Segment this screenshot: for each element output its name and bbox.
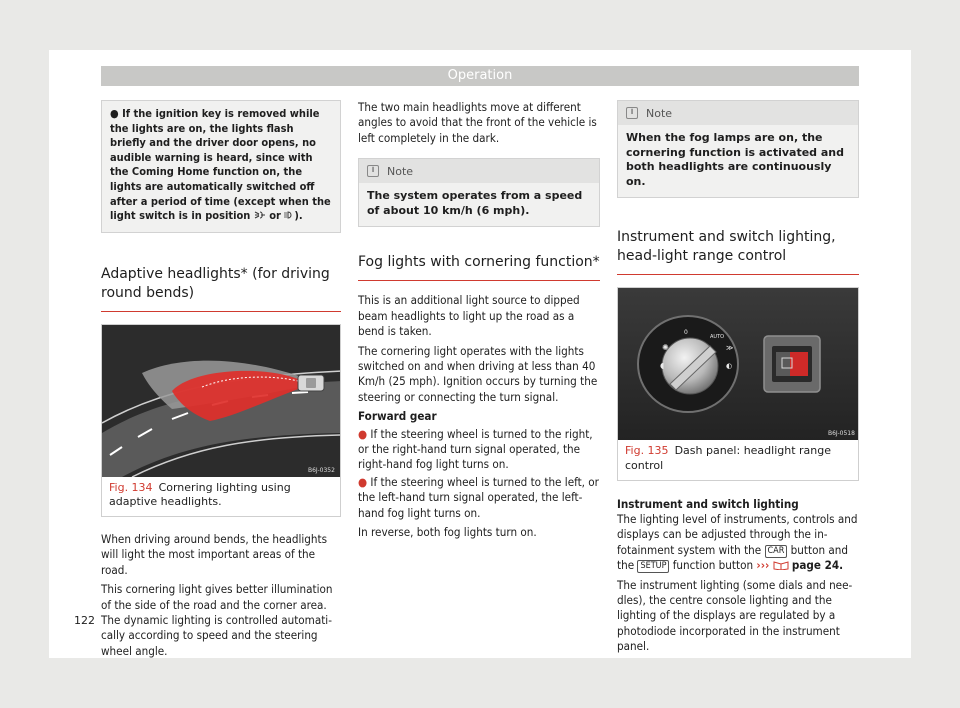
dash-panel-illustration bbox=[618, 288, 858, 440]
page-number: 122 bbox=[74, 614, 95, 627]
cornering-illustration bbox=[102, 325, 340, 477]
paragraph: The instrument lighting (some dials and nee-dles), the centre console lighting and the lighting of the displays are regulated by a photodiode incorporated in the instrument panel. bbox=[617, 577, 853, 654]
setup-key: SETUP bbox=[637, 560, 669, 573]
note-box bbox=[617, 100, 859, 198]
book-icon bbox=[773, 560, 789, 570]
figure-134-code: B6J-0352 bbox=[308, 466, 335, 474]
knob-auto-label: AUTO bbox=[710, 334, 725, 341]
forward-gear-label: Forward gear bbox=[358, 409, 437, 424]
column-1 bbox=[101, 100, 341, 659]
figure-134-caption bbox=[102, 477, 340, 516]
paragraph: This cornering light gives better illumination of the side of the road and the corner area. The dynamic lighting is controlled automati-cally according to speed and the steering wheel angle. bbox=[101, 582, 333, 658]
paragraph: When driving around bends, the headlights will light the most important areas of the road. bbox=[101, 531, 328, 577]
instrument-lighting-label: Instrument and switch lighting bbox=[617, 496, 799, 511]
note-label: Note bbox=[646, 106, 673, 120]
section-title-adaptive: Adaptive headlights* (for driving round bends) bbox=[101, 265, 341, 312]
note-text: When the fog lamps are on, the cornering function is activated and both headlights are continuously on. bbox=[626, 131, 845, 188]
auto-light-icon bbox=[284, 211, 294, 219]
column-3 bbox=[617, 100, 859, 655]
text: button and the bbox=[617, 542, 849, 573]
column-2 bbox=[358, 100, 600, 541]
figure-135-code: B6J-0518 bbox=[828, 430, 855, 438]
figure-135-number: Fig. 135 bbox=[625, 444, 669, 458]
text: function button bbox=[672, 558, 754, 573]
list-item: ● If the steering wheel is turned to the left, or the left-hand turn signal operated, the left-hand fog light turns on. bbox=[358, 474, 599, 520]
note-header bbox=[618, 101, 858, 125]
paragraph-instrument bbox=[617, 512, 859, 574]
page-reference-text: page 24 bbox=[791, 558, 840, 573]
bullet-text: If the steering wheel is turned to the left, or the left-hand turn signal operated, the left-hand fog light turns on. bbox=[358, 474, 599, 520]
info-icon: i bbox=[367, 165, 379, 177]
parking-light-icon: ◐ bbox=[726, 362, 733, 371]
figure-134 bbox=[101, 324, 341, 517]
fog-rear-icon: ◖ bbox=[660, 361, 665, 371]
dipped-beam-label-icon: ≫ bbox=[726, 344, 734, 353]
figure-134-caption-text: Cornering lighting using adaptive headlights. bbox=[109, 480, 291, 509]
note-label: Note bbox=[387, 164, 414, 178]
figure-135 bbox=[617, 287, 859, 480]
paragraph: This is an additional light source to dipped beam headlights to light up the road as a bend is taken. bbox=[358, 293, 580, 339]
info-icon: i bbox=[626, 107, 638, 119]
warning-bullet: ● If the ignition key is removed while the lights are on, the lights flash briefly and the driver door opens, no audible warning is heard, since with the Coming Home function on, the lights are automatically switched off after a period of time (except when the light switch is in position or ). bbox=[110, 107, 331, 223]
note-text: The system operates from a speed of about 10 km/h (6 mph). bbox=[367, 189, 583, 217]
note-header bbox=[359, 159, 599, 183]
text: The lighting level of instruments, controls and displays can be adjusted through the in-fotainment system with the bbox=[617, 511, 858, 557]
figure-134-number: Fig. 134 bbox=[109, 480, 153, 494]
section-title-fog: Fog lights with cornering function* bbox=[358, 253, 600, 281]
page-reference[interactable]: page 24. bbox=[791, 558, 844, 573]
warning-text: If the ignition key is removed while the lights are on, the lights flash briefly and the driver door opens, no audible warning is heard, since with the Coming Home function on, the lights are automatically switched off after a period of time (except when the light switch is in position bbox=[110, 107, 331, 223]
section-title-instrument: Instrument and switch lighting, head-light range control bbox=[617, 228, 859, 275]
bullet-text: If the steering wheel is turned to the right, or the right-hand turn signal operated, the right-hand fog light turns on. bbox=[358, 426, 593, 472]
list-item: ● If the steering wheel is turned to the right, or the right-hand turn signal operated, the right-hand fog light turns on. bbox=[358, 426, 593, 472]
paragraph: The two main headlights move at different angles to avoid that the front of the vehicle is left completely in the dark. bbox=[358, 100, 597, 145]
warning-box bbox=[101, 100, 341, 233]
paragraph: The cornering light operates with the lights switched on and when driving at less than 40 Km/h (25 mph). Ignition occurs by turning the steering or connecting the turn signal. bbox=[358, 343, 598, 404]
car-key: CAR bbox=[765, 545, 788, 558]
figure-135-caption-text: Dash panel: headlight range control bbox=[625, 444, 832, 472]
paragraph: In reverse, both fog lights turn on. bbox=[358, 525, 537, 540]
knob-zero-label: 0 bbox=[684, 329, 688, 337]
figure-135-image bbox=[618, 288, 858, 440]
fog-front-icon: ✺ bbox=[662, 343, 669, 353]
warning-or: or bbox=[269, 209, 281, 223]
note-box bbox=[358, 158, 600, 227]
page-header: Operation bbox=[101, 66, 859, 86]
figure-134-image bbox=[102, 325, 340, 477]
dipped-beam-icon bbox=[254, 211, 266, 219]
figure-135-caption bbox=[618, 440, 858, 479]
ref-arrows: ››› bbox=[756, 558, 770, 573]
